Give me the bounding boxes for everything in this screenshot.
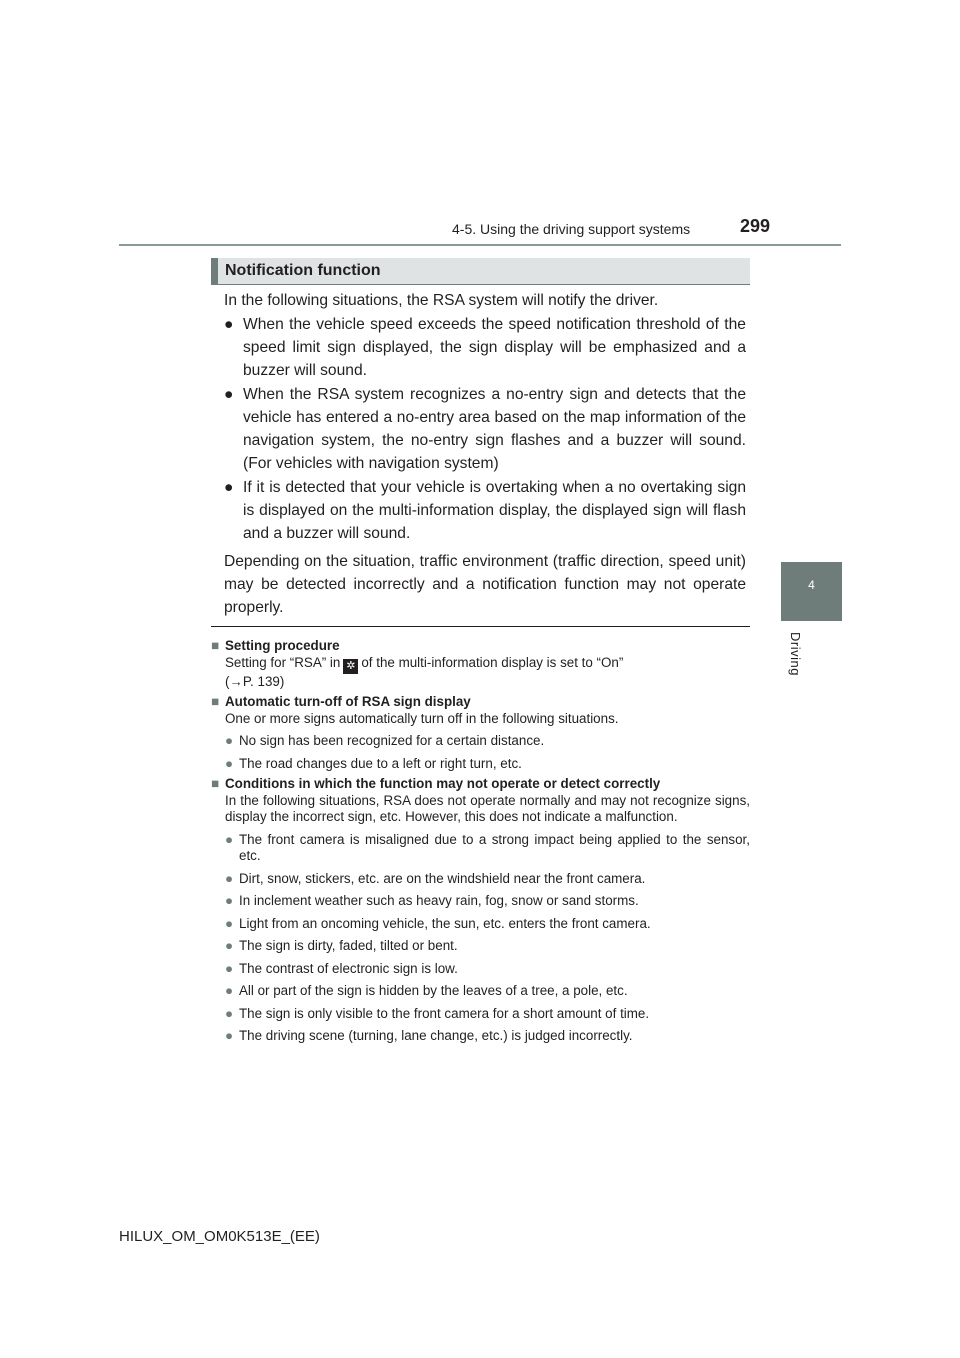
bullet-icon: ●	[225, 960, 234, 976]
section-outro: Depending on the situation, traffic environment (traffic direction, speed unit) may be detected incorrectly and a notification function may not operate properly.	[224, 553, 746, 616]
bullet-icon: ●	[225, 1005, 234, 1021]
list-item: ● The driving scene (turning, lane change, etc.) is judged incorrectly.	[225, 1028, 633, 1043]
list-item: ● The sign is dirty, faded, tilted or bent.	[225, 938, 458, 953]
running-header-title: 4-5. Using the driving support systems	[452, 221, 691, 237]
note-text-auto-off: One or more signs automatically turn off in the following situations.	[225, 710, 619, 726]
list-item: ● In inclement weather such as heavy rain, fog, snow or sand storms.	[225, 893, 639, 908]
gear-icon: ✲	[343, 659, 358, 674]
bullet-icon: ●	[225, 755, 234, 771]
list-item: ● All or part of the sign is hidden by the leaves of a tree, a pole, etc.	[225, 983, 628, 998]
note-heading-auto-off: ■ Automatic turn-off of RSA sign display	[211, 694, 471, 709]
header-rule	[119, 244, 841, 246]
bullet-text: If it is detected that your vehicle is overtaking when a no overtaking sign is displayed on the multi-information display, the displayed sign will flash and a buzzer will sound.	[243, 479, 746, 542]
chapter-tab: 4	[781, 562, 842, 621]
heading-underline	[211, 284, 750, 285]
bullet-icon: ●	[225, 733, 234, 748]
square-bullet-icon: ■	[211, 776, 220, 791]
note-heading-setting: ■ Setting procedure	[211, 638, 340, 653]
list-item: ● The road changes due to a left or right turn, etc.	[225, 755, 522, 771]
list-item	[224, 313, 746, 382]
section-heading-title: Notification function	[225, 262, 381, 279]
bullet-icon: ●	[225, 915, 234, 931]
heading-accent-bar	[211, 258, 218, 284]
list-item	[224, 476, 746, 545]
bullet-icon: ●	[225, 983, 234, 998]
bullet-icon: ●	[224, 316, 234, 333]
bullet-icon: ●	[225, 1028, 234, 1043]
page-reference: (→P. 139)	[225, 673, 285, 689]
bullet-icon: ●	[225, 938, 234, 953]
notes-section	[211, 634, 750, 1045]
list-item	[224, 383, 746, 475]
list-item: ● The sign is only visible to the front camera for a short amount of time.	[225, 1005, 650, 1021]
notes-divider	[211, 626, 750, 627]
section-heading	[211, 258, 750, 284]
note-text-conditions: In the following situations, RSA does not operate normally and may not recognize signs, display the incorrect sign, etc. However, this does not indicate a malfunction.	[225, 792, 750, 824]
bullet-text: When the vehicle speed exceeds the speed notification threshold of the speed limit sign displayed, the sign display will be emphasized and a buzzer will sound.	[243, 316, 746, 379]
list-item: ● Dirt, snow, stickers, etc. are on the windshield near the front camera.	[225, 870, 646, 886]
list-item: ● No sign has been recognized for a certain distance.	[225, 733, 545, 748]
note-text-setting: Setting for “RSA” in ✲ of the multi-information display is set to “On” (→P. 139)	[225, 654, 624, 689]
square-bullet-icon: ■	[211, 638, 220, 653]
list-item: ● The front camera is misaligned due to a strong impact being applied to the sensor, etc.	[225, 831, 750, 863]
bullet-icon: ●	[224, 479, 234, 496]
list-item: ● The contrast of electronic sign is low.	[225, 960, 458, 976]
bullet-icon: ●	[225, 893, 234, 908]
bullet-icon: ●	[225, 870, 234, 886]
bullet-icon: ●	[225, 831, 234, 847]
bullet-icon: ●	[224, 386, 234, 403]
section-body	[224, 289, 746, 619]
page-number: 299	[740, 216, 771, 236]
bullet-text: When the RSA system recognizes a no-entry sign and detects that the vehicle has entered a no-entry area based on the map information of the navigation system, the no-entry sign flashes and a buzzer will sound. (For vehicles with navigation system)	[243, 386, 746, 472]
list-item: ● Light from an oncoming vehicle, the sun, etc. enters the front camera.	[225, 915, 651, 931]
chapter-label: Driving	[788, 632, 803, 676]
note-heading-conditions: ■ Conditions in which the function may not operate or detect correctly	[211, 776, 661, 791]
section-intro: In the following situations, the RSA system will notify the driver.	[224, 292, 659, 309]
square-bullet-icon: ■	[211, 694, 220, 709]
footer-doc-code: HILUX_OM_OM0K513E_(EE)	[119, 1228, 320, 1245]
